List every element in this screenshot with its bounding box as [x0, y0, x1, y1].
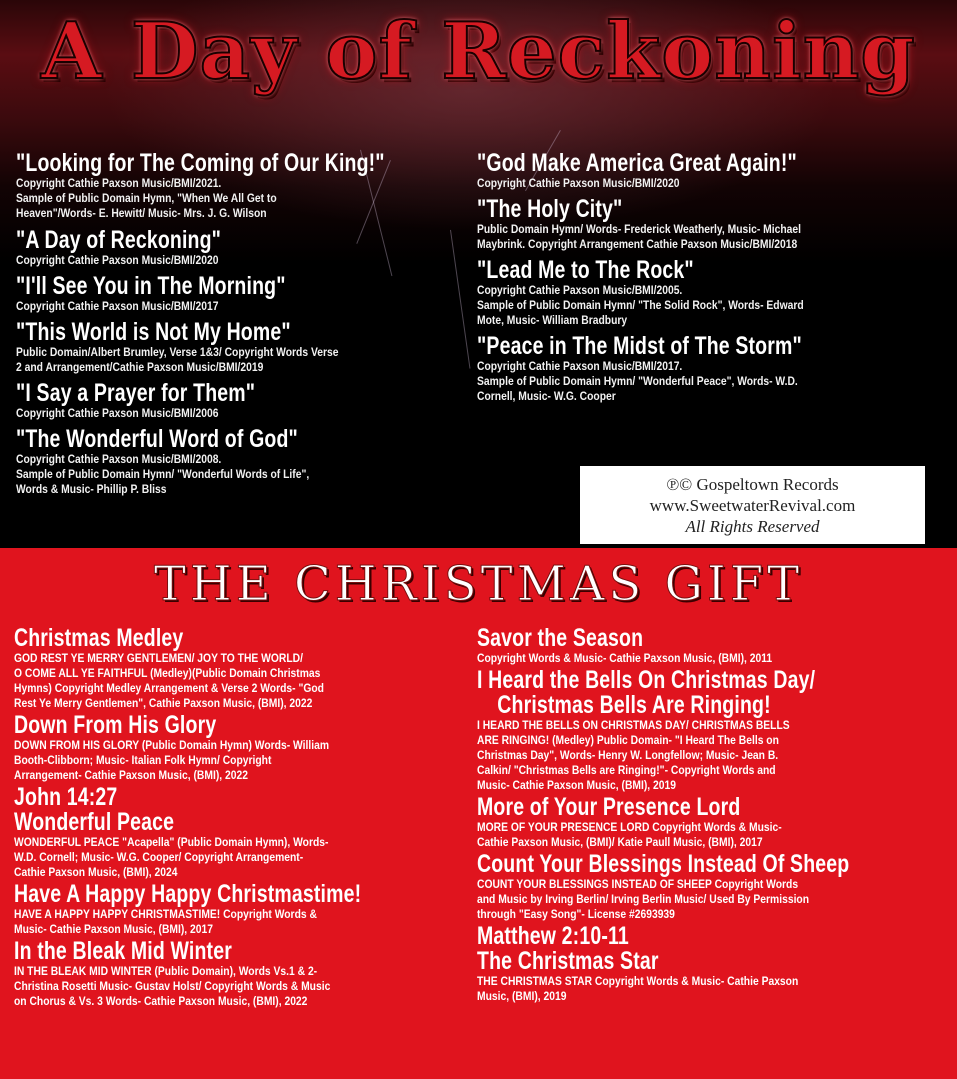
track-list-left [16, 150, 466, 497]
track-credit: Copyright Words & Music- Cathie Paxson Music, (BMI), 2011 [477, 651, 773, 665]
track-item [477, 626, 937, 666]
album-the-christmas-gift [0, 548, 957, 1079]
track-item [16, 380, 466, 421]
track-title: "The Wonderful Word of God" [16, 425, 298, 453]
track-list-left [14, 626, 469, 1009]
track-title: Matthew 2:10-11 [477, 922, 629, 950]
website-url: www.SweetwaterRevival.com [649, 496, 856, 515]
track-credit: Public Domain Hymn/ Words- Frederick Weatherly, Music- Michael Maybrink. Copyright Arrangement Cathie Paxson Music/BMI/2018 [477, 222, 802, 251]
track-item [16, 319, 466, 375]
track-credit: Copyright Cathie Paxson Music/BMI/2017 [16, 299, 219, 313]
track-item [14, 785, 469, 810]
track-title: Have A Happy Happy Christmastime! [14, 880, 362, 908]
track-item [14, 882, 469, 937]
track-credit: Copyright Cathie Paxson Music/BMI/2008. Sample of Public Domain Hymn/ "Wonderful Words of Life", Words & Music- Phillip P. Bliss [16, 452, 310, 496]
track-title: Savor the Season [477, 624, 644, 652]
track-credit: DOWN FROM HIS GLORY (Public Domain Hymn) Words- William Booth-Clibborn; Music- Italian Folk Hymn/ Copyright Arrangement- Cathie Paxson Music, (BMI), 2022 [14, 738, 330, 782]
track-credit: GOD REST YE MERRY GENTLEMEN/ JOY TO THE WORLD/ O COME ALL YE FAITHFUL (Medley)(Public Domain Christmas Hymns) Copyright Medley Arrangement & Verse 2 Words- "God Rest Ye Merry Gentlemen", Cathie Paxson Music, (BMI), 2022 [14, 651, 324, 710]
track-credit: Copyright Cathie Paxson Music/BMI/2021. Sample of Public Domain Hymn, "When We All Get to Heaven"/Words- E. Hewitt/ Music- Mrs. J. G. Wilson [16, 176, 277, 220]
label-credit-box [580, 466, 925, 544]
album-title-text: THE CHRISTMAS GIFT [153, 556, 804, 612]
track-title: "I'll See You in The Morning" [16, 272, 286, 300]
track-title: "God Make America Great Again!" [477, 149, 797, 177]
track-item [14, 810, 469, 880]
track-item [477, 257, 937, 328]
track-title-line-2: Christmas Bells Are Ringing! [497, 691, 771, 719]
track-title: "A Day of Reckoning" [16, 226, 222, 254]
track-item [477, 668, 937, 793]
track-credit: THE CHRISTMAS STAR Copyright Words & Music- Cathie Paxson Music, (BMI), 2019 [477, 974, 799, 1003]
track-credit: HAVE A HAPPY HAPPY CHRISTMASTIME! Copyright Words & Music- Cathie Paxson Music, (BMI), 2017 [14, 907, 317, 936]
track-title: "Peace in The Midst of The Storm" [477, 332, 802, 360]
track-item [477, 196, 937, 252]
track-title: Wonderful Peace [14, 808, 175, 836]
track-title: More of Your Presence Lord [477, 793, 741, 821]
track-item [16, 426, 466, 497]
track-title: "Lead Me to The Rock" [477, 256, 694, 284]
track-item [14, 939, 469, 1009]
track-title: Christmas Medley [14, 624, 184, 652]
track-title: I Heard the Bells On Christmas Day/ [477, 666, 816, 694]
track-credit: I HEARD THE BELLS ON CHRISTMAS DAY/ CHRISTMAS BELLS ARE RINGING! (Medley) Public Domain- "I Heard The Bells on Christmas Day", Words- Henry W. Longfellow; Music- Jean B. Calkin/ "Christmas Bells are Ringing!"- Copyright Words and Music- Cathie Paxson Music, (BMI), 2019 [477, 718, 790, 792]
track-item [16, 273, 466, 314]
track-credit: COUNT YOUR BLESSINGS INSTEAD OF SHEEP Copyright Words and Music by Irving Berlin/ Irving Berlin Music/ Used By Permission through "Easy Song"- License #2693939 [477, 877, 810, 921]
track-item [16, 150, 466, 221]
track-credit: Copyright Cathie Paxson Music/BMI/2020 [477, 176, 680, 190]
track-item [477, 852, 937, 922]
album-title-reckoning: A Day of Reckoning [41, 6, 916, 97]
track-title: "The Holy City" [477, 195, 623, 223]
rights-reserved: All Rights Reserved [685, 517, 820, 536]
track-credit: Copyright Cathie Paxson Music/BMI/2017. Sample of Public Domain Hymn/ "Wonderful Peace", Words- W.D. Cornell, Music- W.G. Cooper [477, 359, 798, 403]
track-credit: Public Domain/Albert Brumley, Verse 1&3/ Copyright Words Verse 2 and Arrangement/Cathie Paxson Music/BMI/2019 [16, 345, 339, 374]
track-credit: Copyright Cathie Paxson Music/BMI/2006 [16, 406, 219, 420]
track-item [477, 795, 937, 850]
track-title: Down From His Glory [14, 711, 217, 739]
track-item [477, 924, 937, 949]
label-copyright: ℗© Gospeltown Records [666, 475, 839, 494]
track-list-right [477, 626, 937, 1004]
track-item [477, 949, 937, 1004]
track-title: "I Say a Prayer for Them" [16, 379, 256, 407]
track-credit: Copyright Cathie Paxson Music/BMI/2020 [16, 253, 219, 267]
track-title: The Christmas Star [477, 947, 659, 975]
track-title: "Looking for The Coming of Our King!" [16, 149, 385, 177]
track-credit: IN THE BLEAK MID WINTER (Public Domain), Words Vs.1 & 2- Christina Rosetti Music- Gustav Holst/ Copyright Words & Music on Chorus & Vs. 3 Words- Cathie Paxson Music, (BMI), 2022 [14, 964, 331, 1008]
track-item [14, 713, 469, 783]
track-title: Count Your Blessings Instead Of Sheep [477, 850, 850, 878]
track-item [16, 227, 466, 268]
track-title: "This World is Not My Home" [16, 318, 291, 346]
track-title: John 14:27 [14, 783, 118, 811]
track-item [477, 150, 937, 191]
album-title-christmas-gift [0, 556, 957, 612]
track-title: In the Bleak Mid Winter [14, 937, 232, 965]
track-credit: MORE OF YOUR PRESENCE LORD Copyright Words & Music- Cathie Paxson Music, (BMI)/ Katie Paull Music, (BMI), 2017 [477, 820, 782, 849]
track-credit: WONDERFUL PEACE "Acapella" (Public Domain Hymn), Words- W.D. Cornell; Music- W.G. Cooper/ Copyright Arrangement- Cathie Paxson Music, (BMI), 2024 [14, 835, 329, 879]
track-list-right [477, 150, 937, 404]
track-item [14, 626, 469, 711]
track-item [477, 333, 937, 404]
track-credit: Copyright Cathie Paxson Music/BMI/2005. Sample of Public Domain Hymn/ "The Solid Rock", Words- Edward Mote, Music- William Bradbury [477, 283, 804, 327]
